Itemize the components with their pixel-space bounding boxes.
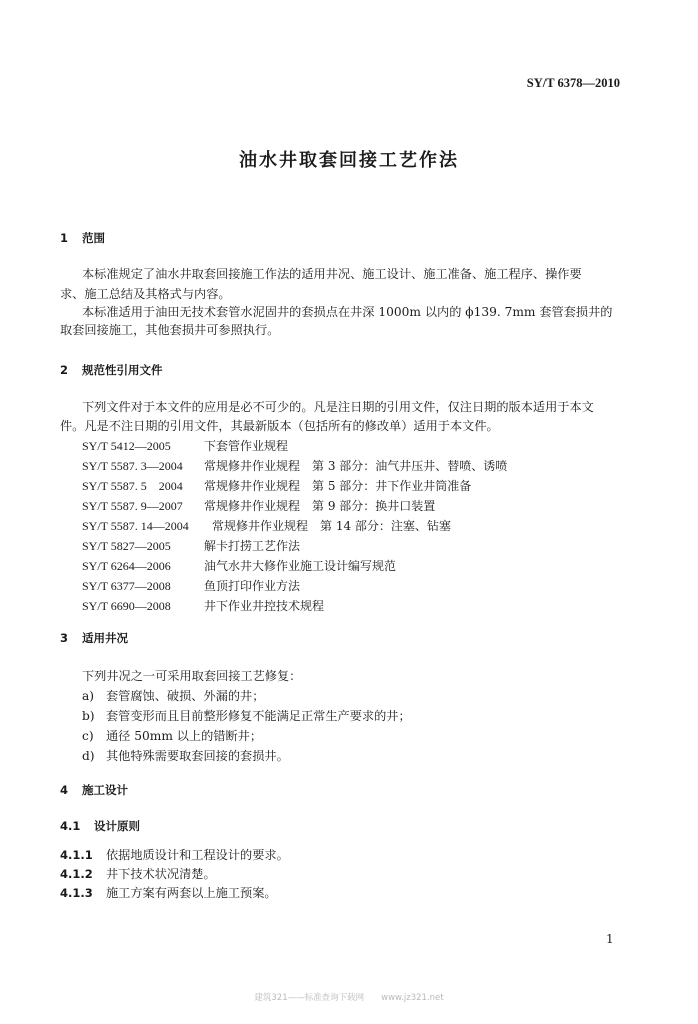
clause-number: 4.1.2 xyxy=(60,867,93,881)
list-text: 套管腐蚀、破损、外漏的井； xyxy=(106,689,265,703)
section-title: 规范性引用文件 xyxy=(82,363,163,377)
section-number: 4 xyxy=(60,783,69,797)
reference-item xyxy=(82,597,324,614)
clause-text: 依据地质设计和工程设计的要求。 xyxy=(106,848,289,862)
reference-code: SY/T 5587. 5 2004 xyxy=(82,479,183,493)
reference-item xyxy=(82,517,451,534)
list-marker: d) xyxy=(82,749,95,763)
subsection-number: 4.1 xyxy=(60,819,81,833)
section-title: 施工设计 xyxy=(82,783,128,797)
footer-watermark: 建筑321——标准查询下载网 www.jz321.net xyxy=(254,993,444,1003)
reference-title: 油气水井大修作业施工设计编写规范 xyxy=(204,559,397,573)
section-title: 范围 xyxy=(82,231,105,245)
reference-code: SY/T 6264—2006 xyxy=(82,559,171,573)
reference-code: SY/T 6690—2008 xyxy=(82,599,171,613)
page-number: 1 xyxy=(606,932,614,946)
section-title: 适用井况 xyxy=(82,631,128,645)
reference-item xyxy=(82,537,300,554)
reference-item xyxy=(82,497,435,514)
list-item xyxy=(82,707,411,724)
paragraph-line: 件。凡是不注日期的引用文件，其最新版本（包括所有的修改单）适用于本文件。 xyxy=(60,419,499,433)
clause-number: 4.1.3 xyxy=(60,886,93,900)
clause-text: 施工方案有两套以上施工预案。 xyxy=(106,886,277,900)
paragraph-line: 下列文件对于本文件的应用是必不可少的。凡是注日期的引用文件，仅注日期的版本适用于本文 xyxy=(82,400,594,414)
clause xyxy=(60,865,216,882)
reference-title: 常规修井作业规程 第 3 部分：油气井压井、替喷、诱喷 xyxy=(204,459,508,473)
list-marker: a) xyxy=(82,689,95,703)
reference-title: 常规修井作业规程 第 5 部分：井下作业井筒准备 xyxy=(204,479,472,493)
section-1-heading xyxy=(60,230,105,246)
paragraph-line: 求、施工总结及其格式与内容。 xyxy=(60,287,231,301)
document-title: 油水井取套回接工艺作法 xyxy=(239,150,459,171)
paragraph-line: 取套回接施工，其他套损井可参照执行。 xyxy=(60,323,280,337)
reference-item xyxy=(82,557,396,574)
reference-code: SY/T 5587. 3—2004 xyxy=(82,459,183,473)
reference-code: SY/T 5587. 14—2004 xyxy=(82,519,189,533)
paragraph-line: 本标准适用于油田无技术套管水泥固井的套损点在井深 1000m 以内的 ϕ139. 7mm 套管套损井的 xyxy=(82,305,613,319)
reference-item xyxy=(82,437,288,454)
reference-item xyxy=(82,457,507,474)
section-number: 1 xyxy=(60,231,69,245)
reference-item xyxy=(82,477,471,494)
paragraph-line: 下列井况之一可采用取套回接工艺修复： xyxy=(82,669,302,683)
reference-item xyxy=(82,577,300,594)
reference-title: 常规修井作业规程 第 14 部分：注塞、钻塞 xyxy=(212,519,451,533)
list-text: 通径 50mm 以上的错断井； xyxy=(106,729,263,743)
subsection-heading xyxy=(60,818,140,834)
section-4-heading xyxy=(60,782,128,798)
section-number: 3 xyxy=(60,631,69,645)
clause-number: 4.1.1 xyxy=(60,848,93,862)
section-3-heading xyxy=(60,630,128,646)
list-item xyxy=(82,727,262,744)
clause xyxy=(60,884,277,901)
reference-code: SY/T 5412—2005 xyxy=(82,439,171,453)
list-item xyxy=(82,687,264,704)
subsection-title: 设计原则 xyxy=(94,819,140,833)
reference-code: SY/T 5587. 9—2007 xyxy=(82,499,183,513)
list-item xyxy=(82,747,289,764)
reference-title: 常规修井作业规程 第 9 部分：换井口装置 xyxy=(204,499,436,513)
clause xyxy=(60,846,289,863)
list-text: 套管变形而且目前整形修复不能满足正常生产要求的井； xyxy=(106,709,411,723)
list-text: 其他特殊需要取套回接的套损井。 xyxy=(106,749,289,763)
paragraph-line: 本标准规定了油水井取套回接施工作法的适用井况、施工设计、施工准备、施工程序、操作要 xyxy=(82,267,582,281)
section-number: 2 xyxy=(60,363,69,377)
reference-title: 井下作业井控技术规程 xyxy=(204,599,325,613)
clause-text: 井下技术状况清楚。 xyxy=(106,867,216,881)
section-2-heading xyxy=(60,362,163,378)
reference-code: SY/T 5827—2005 xyxy=(82,539,171,553)
standard-code: SY/T 6378—2010 xyxy=(526,76,620,90)
reference-title: 下套管作业规程 xyxy=(204,439,289,453)
list-marker: b) xyxy=(82,709,95,723)
list-marker: c) xyxy=(82,729,94,743)
reference-code: SY/T 6377—2008 xyxy=(82,579,171,593)
reference-title: 鱼顶打印作业方法 xyxy=(204,579,301,593)
reference-title: 解卡打捞工艺作法 xyxy=(204,539,301,553)
